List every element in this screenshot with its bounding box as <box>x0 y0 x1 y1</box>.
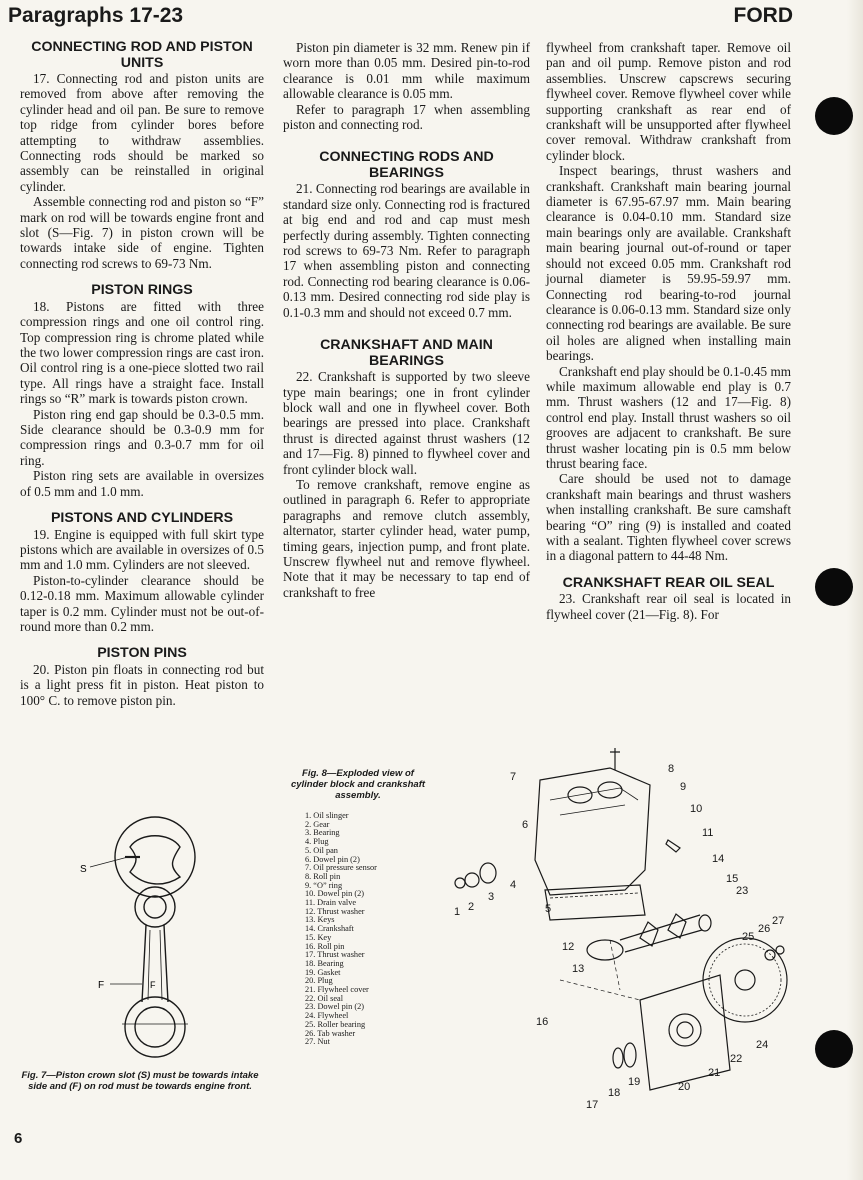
callout-20: 20 <box>678 1081 691 1093</box>
callout-9: 9 <box>680 781 687 793</box>
parts-list-item: 15. Key <box>305 932 332 942</box>
callout-s: S <box>80 864 87 875</box>
figure-8-parts-list <box>305 812 377 1047</box>
running-header-right: FORD <box>733 4 793 27</box>
small-end-bore <box>144 896 166 918</box>
callout-21: 21 <box>708 1067 721 1079</box>
paragraph-21: 21. Connecting rod bearings are available in standard size only. Connecting rod is fractured at big end and rod and cap must mesh perfectly during assembly. Tighten connecting rod screws to 69-73 Nm. Refer to paragraph 17 when assembling piston and connecting rod. Connecting rod bearing clearance is 0.06-0.13 mm. Desired connecting rod side play is 0.1-0.3 mm and should not exceed 0.7 mm. <box>283 181 530 320</box>
callout-17: 17 <box>586 1099 599 1111</box>
paragraph-20: 20. Piston pin floats in connecting rod but is a light press fit in piston. Heat piston to 100° C. to remove piston pin. <box>20 661 264 708</box>
paragraph-19-clearance: Piston-to-cylinder clearance should be 0.12-0.18 mm. Maximum allowable cylinder taper is 0.2 mm. Cylinder must not be out-of-round more than 0.2 mm. <box>20 572 264 634</box>
callout-18: 18 <box>608 1087 621 1099</box>
thrust-washer-17 <box>624 1043 636 1067</box>
callout-1: 1 <box>454 906 461 918</box>
callout-2: 2 <box>468 901 475 913</box>
crankshaft-flange <box>699 915 711 931</box>
parts-list-item: 8. Roll pin <box>305 871 341 881</box>
callout-5: 5 <box>545 903 552 915</box>
parts-list-item: 5. Oil pan <box>305 845 338 855</box>
callout-14: 14 <box>712 853 725 865</box>
callout-4: 4 <box>510 879 517 891</box>
big-end-bore <box>135 1007 175 1047</box>
binder-hole-middle <box>815 568 853 606</box>
column-2 <box>283 40 530 600</box>
figure-7-connecting-rod <box>70 812 240 1062</box>
binder-hole-bottom <box>815 1030 853 1068</box>
drain-valve <box>666 840 680 852</box>
figure-7-caption: Fig. 7—Piston crown slot (S) must be towards intake side and (F) on rod must be towards engine front. <box>21 1070 259 1092</box>
parts-list-item: 10. Dowel pin (2) <box>305 889 364 899</box>
paragraph-20-refer: Refer to paragraph 17 when assembling piston and connecting rod. <box>283 101 530 133</box>
paragraph-19: 19. Engine is equipped with full skirt type pistons which are available in oversizes of 0.5 mm and 1.0 mm. Cylinders are not sleeved. <box>20 526 264 573</box>
heading-crankshaft-main-bearings: CRANKSHAFT AND MAIN BEARINGS <box>320 337 493 369</box>
cylinder-block <box>535 768 650 895</box>
parts-list-item: 14. Crankshaft <box>305 924 354 934</box>
parts-list-item: 6. Dowel pin (2) <box>305 854 360 864</box>
paragraph-22-endplay: Crankshaft end play should be 0.1-0.45 mm while maximum allowable end play is 0.7 mm. Thrust washers (12 and 17—Fig. 8) control end play. Install thrust washers so oil grooves are adjacent to crankshaft. Be sure thrust washer locating pin is 0.5 mm below thrust bearing face. <box>546 363 791 471</box>
heading-rod-piston-units: CONNECTING ROD AND PISTON UNITS <box>31 39 253 71</box>
parts-list-item: 27. Nut <box>305 1037 330 1047</box>
parts-list-item: 22. Oil seal <box>305 993 344 1003</box>
paragraph-22-continued: flywheel from crankshaft taper. Remove oil pan and oil pump. Remove piston and rod assemblies. Unscrew capscrews securing flywheel cover. Remove flywheel cover while supporting crankshaft as rear end of crankshaft will be unsupported after flywheel cover removal. Withdraw crankshaft from cylinder block. <box>546 40 791 163</box>
callout-15: 15 <box>726 873 739 885</box>
roller-bearing <box>765 950 775 960</box>
paragraph-18-oversize: Piston ring sets are available in oversizes of 0.5 mm and 1.0 mm. <box>20 468 264 499</box>
callout-13: 13 <box>572 963 585 975</box>
gear <box>465 873 479 887</box>
paragraph-17-assembly: Assemble connecting rod and piston so “F” mark on rod will be towards engine front and slot (S—Fig. 7) in piston crown will be towards intake side of engine. Tighten connecting rod screws to 69-73 Nm. <box>20 194 264 271</box>
callout-23: 23 <box>736 885 749 897</box>
figure-8-caption: Fig. 8—Exploded view of cylinder block and crankshaft assembly. <box>290 768 426 801</box>
parts-list-item: 12. Thrust washer <box>305 906 365 916</box>
binder-hole-top <box>815 97 853 135</box>
paragraph-22: 22. Crankshaft is supported by two sleeve type main bearings; one in front cylinder block wall and one in flywheel cover. Both bearings are pressed into place. Crankshaft thrust is directed against thrust washers (12 and 17—Fig. 8) pinned to flywheel cover and front cylinder block wall. <box>283 369 530 477</box>
parts-list-item: 3. Bearing <box>305 828 340 838</box>
parts-list-item: 23. Dowel pin (2) <box>305 1002 364 1012</box>
figure-8-exploded-view <box>440 740 800 1120</box>
parts-list-item: 2. Gear <box>305 819 330 829</box>
callout-27: 27 <box>772 915 785 927</box>
callout-10: 10 <box>690 803 703 815</box>
crankshaft-body <box>620 915 702 952</box>
oil-slinger <box>455 878 465 888</box>
paragraph-20-diameter: Piston pin diameter is 32 mm. Renew pin if worn more than 0.05 mm. Desired pin-to-rod clearance is 0.01 mm while maximum allowable clearance is 0.05 mm. <box>283 40 530 102</box>
callout-22: 22 <box>730 1053 743 1065</box>
oil-seal <box>669 1014 701 1046</box>
heading-rods-bearings: CONNECTING RODS AND BEARINGS <box>319 149 494 181</box>
paragraph-18: 18. Pistons are fitted with three compression rings and one oil control ring. Top compression ring is chrome plated while the two lower compression rings are cast iron. Oil control ring is a one-piece slotted two rail type. All rings have a straight face. Install rings so “R” mark is towards piston crown. <box>20 298 264 407</box>
parts-list-item: 16. Roll pin <box>305 941 345 951</box>
callout-12: 12 <box>562 941 575 953</box>
parts-list-item: 25. Roller bearing <box>305 1019 366 1029</box>
oil-pan <box>545 885 645 920</box>
thrust-washer-12 <box>587 940 623 960</box>
callout-25: 25 <box>742 931 755 943</box>
parts-list-item: 9. “O” ring <box>305 880 343 890</box>
callout-16: 16 <box>536 1016 549 1028</box>
flywheel-hub <box>735 970 755 990</box>
parts-list-item: 1. Oil slinger <box>305 811 349 820</box>
paragraph-18-gap: Piston ring end gap should be 0.3-0.5 mm. Side clearance should be 0.3-0.9 mm for compression rings and 0.3-0.7 mm for oil ring. <box>20 406 264 468</box>
running-header-left: Paragraphs 17-23 <box>8 4 184 27</box>
heading-piston-pins: PISTON PINS <box>97 645 187 662</box>
leader-s <box>90 857 128 867</box>
paragraph-22-removal: To remove crankshaft, remove engine as outlined in paragraph 6. Refer to appropriate paragraphs and remove clutch assembly, alternator, starter cylinder head, water pump, timing gears, injection pump, and front plate. Unscrew flywheel nut and remove flywheel. Note that it may be necessary to tap end of crankshaft to free <box>283 476 530 600</box>
heading-pistons-cylinders: PISTONS AND CYLINDERS <box>50 510 234 527</box>
parts-list-item: 19. Gasket <box>305 967 341 977</box>
callout-24: 24 <box>756 1039 769 1051</box>
parts-list-item: 7. Oil pressure sensor <box>305 863 377 873</box>
callout-6: 6 <box>522 819 529 831</box>
parts-list-item: 17. Thrust washer <box>305 950 365 960</box>
big-end-eye <box>125 997 185 1057</box>
callout-11: 11 <box>702 827 714 839</box>
paragraph-22-inspect: Inspect bearings, thrust washers and crankshaft. Crankshaft main bearing journal diameter is 67.95-67.97 mm. Main bearing clearance is 0.04-0.10 mm. Standard size main bearings only are available. Crankshaft main bearing journal out-of-round or taper should not exceed 0.05 mm. Crankshaft rod journal diameter is 59.95-59.97 mm. Connecting rod bearing-to-rod journal clearance is 0.06-0.13 mm. Standard size only connecting rod bearings are available. Be sure oil holes are aligned when installing main bearings. <box>546 163 791 364</box>
heading-piston-rings: PISTON RINGS <box>91 282 193 299</box>
column-3 <box>546 40 791 622</box>
callout-3: 3 <box>488 891 495 903</box>
small-end-eye <box>135 887 175 927</box>
parts-list-item: 21. Flywheel cover <box>305 985 369 995</box>
paragraph-23: 23. Crankshaft rear oil seal is located in flywheel cover (21—Fig. 8). For <box>546 591 791 622</box>
parts-list-item: 11. Drain valve <box>305 898 357 908</box>
callout-8: 8 <box>668 763 675 775</box>
crown-combustion-bowl <box>130 836 180 884</box>
callout-26: 26 <box>758 923 771 935</box>
flywheel-ring-gear <box>709 944 781 1016</box>
bearing-front <box>480 863 496 883</box>
dowel-pin-10 <box>610 748 620 770</box>
rod-beam <box>142 925 168 1002</box>
bearing-rear <box>613 1048 623 1068</box>
flywheel <box>703 938 787 1022</box>
tab-washer <box>776 946 784 954</box>
paragraph-22-care: Care should be used not to damage crankshaft main bearings and thrust washers when installing crankshaft. Be sure camshaft bearing “O” ring (9) is installed and coated with a sealant. Tighten flywheel cover screws in a diagonal pattern to 44-48 Nm. <box>546 471 791 564</box>
heading-rear-oil-seal: CRANKSHAFT REAR OIL SEAL <box>562 574 775 591</box>
parts-list-item: 26. Tab washer <box>305 1028 356 1038</box>
parts-list-item: 18. Bearing <box>305 958 344 968</box>
parts-list-item: 13. Keys <box>305 915 335 925</box>
seal-bore <box>677 1022 693 1038</box>
page-number: 6 <box>14 1130 23 1147</box>
column-1 <box>20 40 264 708</box>
rod-mark-f: F <box>150 980 156 990</box>
callout-7: 7 <box>510 771 517 783</box>
callout-f: F <box>98 980 105 991</box>
block-detail <box>550 788 638 815</box>
parts-list-item: 4. Plug <box>305 837 329 847</box>
paragraph-17: 17. Connecting rod and piston units are removed from above after removing the cylinder head and oil pan. Be sure to remove top ridge from cylinder bores before attempting to withdraw assemblies. Connecting rods should be marked so assembly can be reinstalled in original cylinder. <box>20 71 264 194</box>
parts-list-item: 20. Plug <box>305 976 333 986</box>
parts-list-item: 24. Flywheel <box>305 1011 349 1021</box>
callout-19: 19 <box>628 1076 641 1088</box>
